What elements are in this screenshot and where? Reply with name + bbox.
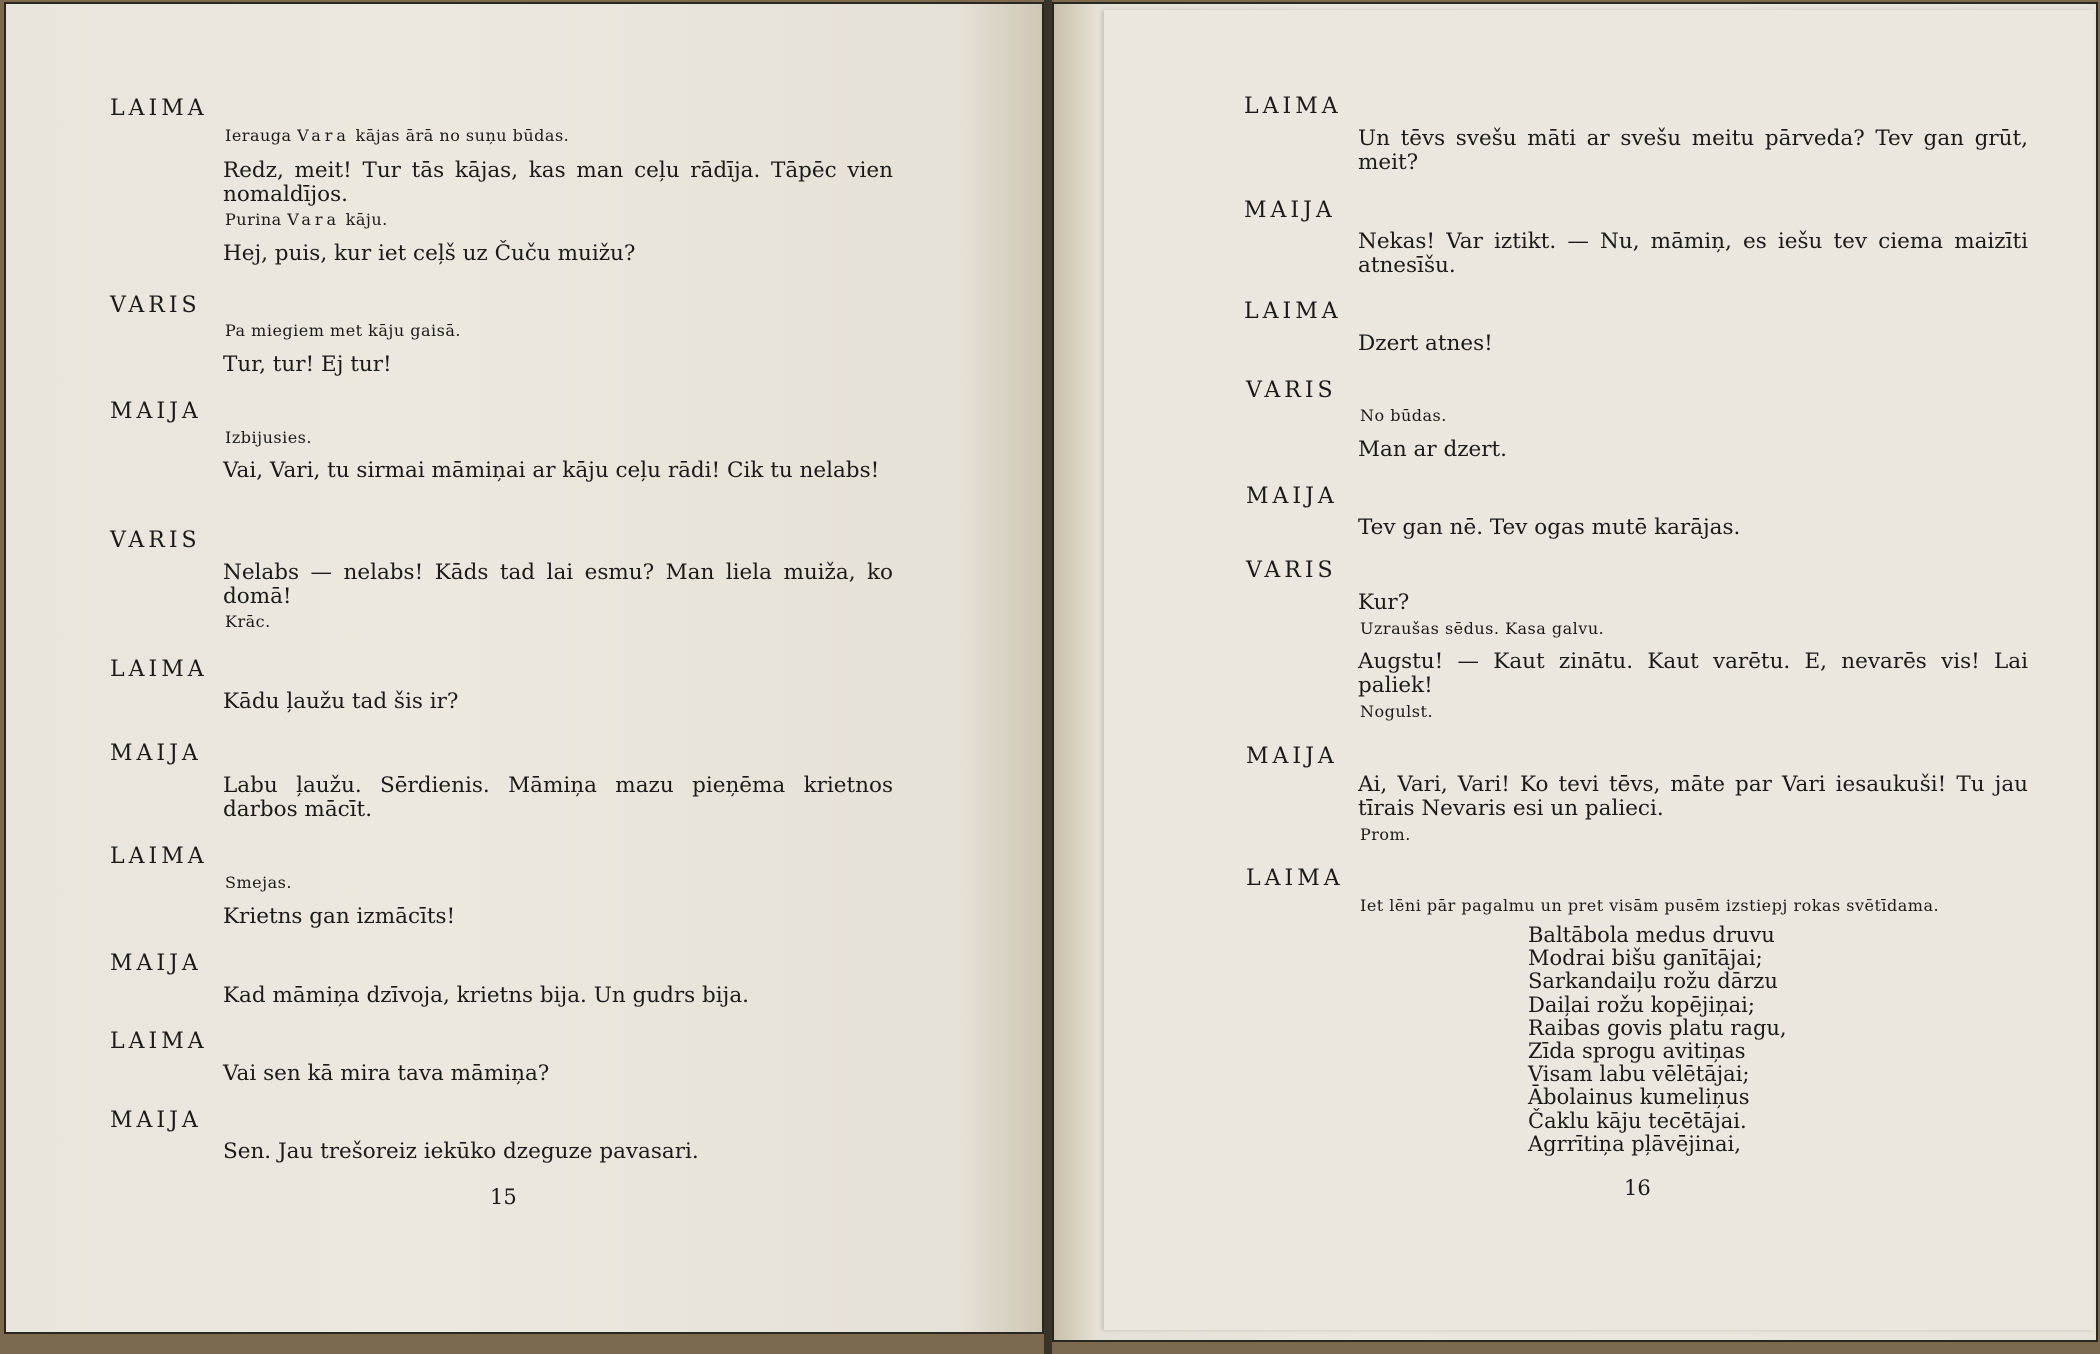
speaker-name: LAIMA	[110, 657, 208, 682]
stage-direction: Purina Vara kāju.	[225, 210, 388, 229]
dialogue-line: Kādu ļaužu tad šis ir?	[223, 689, 459, 714]
speaker-name: MAIJA	[1246, 484, 1338, 509]
dialogue-line: Kur?	[1358, 590, 1410, 615]
verse-line: Zīda sprogu avitiņas	[1528, 1039, 1746, 1064]
dialogue-line: Man ar dzert.	[1358, 437, 1508, 462]
speaker-name: LAIMA	[1244, 299, 1342, 324]
stage-direction: Pa miegiem met kāju gaisā.	[225, 321, 461, 340]
dialogue-line: Vai sen kā mira tava māmiņa?	[223, 1061, 550, 1086]
speaker-name: MAIJA	[110, 951, 202, 976]
dialogue-line: Hej, puis, kur iet ceļš uz Čuču muižu?	[223, 241, 636, 266]
stage-direction: Prom.	[1360, 825, 1411, 844]
stage-direction: Uzraušas sēdus. Kasa galvu.	[1360, 619, 1605, 638]
dialogue-line: Sen. Jau trešoreiz iekūko dzeguze pavasari.	[223, 1139, 699, 1164]
speaker-name: LAIMA	[110, 844, 208, 869]
dialogue-line: Augstu! — Kaut zinātu. Kaut varētu. E, nevarēs vis! Lai paliek!	[1358, 649, 2028, 698]
speaker-name: MAIJA	[110, 399, 202, 424]
verse-line: Modrai bišu ganītājai;	[1528, 946, 1763, 971]
page-number: 15	[490, 1185, 517, 1209]
dialogue-line: Kad māmiņa dzīvoja, krietns bija. Un gudrs bija.	[223, 983, 749, 1008]
speaker-name: MAIJA	[1244, 198, 1336, 223]
stage-direction: Nogulst.	[1360, 702, 1434, 721]
speaker-name: LAIMA	[110, 96, 208, 121]
speaker-name: LAIMA	[1246, 866, 1344, 891]
dialogue-line: Tev gan nē. Tev ogas mutē karājas.	[1358, 515, 1741, 540]
dialogue-line: Redz, meit! Tur tās kājas, kas man ceļu rādīja. Tāpēc vien nomaldījos.	[223, 158, 893, 207]
verse-line: Sarkandaiļu rožu dārzu	[1528, 969, 1778, 994]
verse-line: Raibas govis platu ragu,	[1528, 1015, 1787, 1040]
verse-line: Baltābola medus druvu	[1528, 923, 1775, 947]
stage-direction: No būdas.	[1360, 406, 1447, 425]
verse-line: Daiļai rožu kopējiņai;	[1528, 992, 1755, 1017]
stage-direction: Ierauga Vara kājas ārā no suņu būdas.	[225, 126, 570, 145]
stage-direction: Krāc.	[225, 612, 271, 631]
book-gutter	[1044, 0, 1052, 1354]
dialogue-line: Dzert atnes!	[1358, 331, 1493, 356]
verse-line: Visam labu vēlētājai;	[1528, 1062, 1750, 1087]
dialogue-line: Labu ļaužu. Sērdienis. Māmiņa mazu pieņēma krietnos darbos mācīt.	[223, 773, 893, 822]
speaker-name: MAIJA	[110, 741, 202, 766]
stage-direction: Izbijusies.	[225, 428, 312, 447]
speaker-name: VARIS	[1246, 378, 1337, 403]
dialogue-line: Tur, tur! Ej tur!	[223, 352, 392, 377]
speaker-name: VARIS	[110, 293, 201, 318]
page-number: 16	[1624, 1176, 1651, 1200]
speaker-name: VARIS	[1246, 558, 1337, 583]
dialogue-line: Nelabs — nelabs! Kāds tad lai esmu? Man liela muiža, ko domā!	[223, 560, 893, 609]
verse-line: Čaklu kāju tecētājai.	[1528, 1108, 1747, 1133]
verse-line: Agrrītiņa pļāvējinai,	[1528, 1131, 1741, 1156]
speaker-name: MAIJA	[1246, 744, 1338, 769]
dialogue-line: Un tēvs svešu māti ar svešu meitu pārveda? Tev gan grūt, meit?	[1358, 126, 2028, 175]
stage-direction: Smejas.	[225, 873, 292, 892]
dialogue-line: Nekas! Var iztikt. — Nu, māmiņ, es iešu tev ciema maizīti atnesīšu.	[1358, 229, 2028, 278]
verse-line: Ābolainus kumeliņus	[1528, 1085, 1750, 1110]
dialogue-line: Krietns gan izmācīts!	[223, 904, 456, 929]
speaker-name: MAIJA	[110, 1108, 202, 1133]
stage-direction: Iet lēni pār pagalmu un pret visām pusēm izstiepj rokas svētīdama.	[1360, 896, 1940, 915]
speaker-name: LAIMA	[1244, 94, 1342, 119]
verse-block	[1528, 924, 1787, 1156]
speaker-name: VARIS	[110, 528, 201, 553]
speaker-name: LAIMA	[110, 1029, 208, 1054]
dialogue-line: Vai, Vari, tu sirmai māmiņai ar kāju ceļu rādi! Cik tu nelabs!	[223, 458, 880, 483]
dialogue-line: Ai, Vari, Vari! Ko tevi tēvs, māte par Vari iesaukuši! Tu jau tīrais Nevaris esi un palieci.	[1358, 772, 2028, 821]
